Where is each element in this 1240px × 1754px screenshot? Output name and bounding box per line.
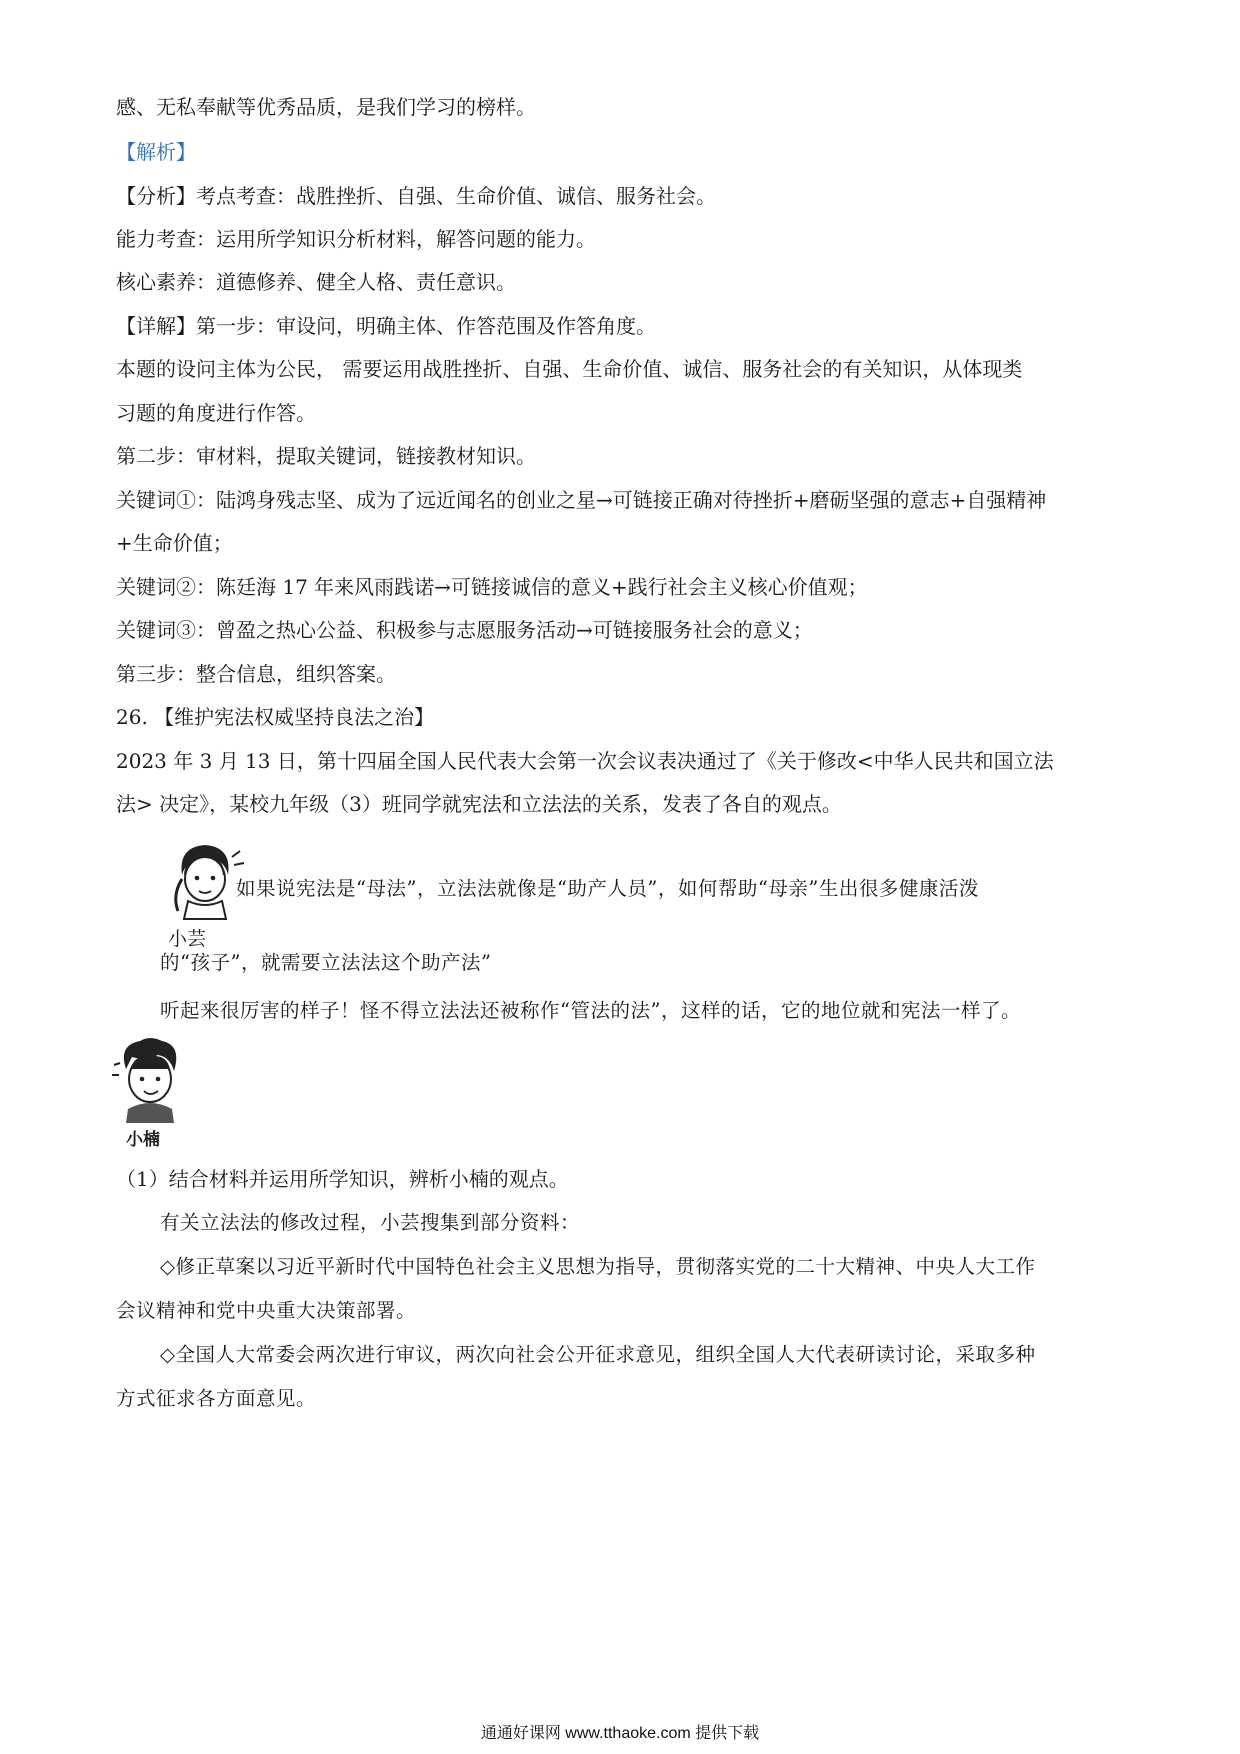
text-line: 关键词①：陆鸿身残志坚、成为了远近闻名的创业之星→可链接正确对待挫折+磨砺坚强的意志+自强精神: [116, 488, 1047, 512]
text-line: 方式征求各方面意见。: [116, 1387, 317, 1410]
girl-caption: 小芸: [168, 928, 207, 950]
speech-xiaoyun: 如果说宪法是“母法”，立法法就像是“助产人员”，如何帮助“母亲”生出很多健康活泼: [236, 877, 979, 900]
text-line: 第三步：整合信息，组织答案。: [116, 662, 396, 686]
text-line: ◇修正草案以习近平新时代中国特色社会主义思想为指导，贯彻落实党的二十大精神、中央人大工作: [160, 1255, 1036, 1278]
boy-illustration: [110, 1035, 190, 1123]
question-heading: 26. 【维护宪法权威坚持良法之治】: [116, 705, 435, 729]
text-line: 2023 年 3 月 13 日，第十四届全国人民代表大会第一次会议表决通过了《关于修改<中华人民共和国立法: [116, 749, 1054, 773]
text-line: 本题的设问主体为公民， 需要运用战胜挫折、自强、生命价值、诚信、服务社会的有关知识，从体现类: [116, 357, 1023, 381]
page-footer: 通通好课网 www.tthaoke.com 提供下载: [480, 1725, 760, 1742]
text-line: 会议精神和党中央重大决策部署。: [116, 1299, 417, 1322]
text-line: 关键词③：曾盈之热心公益、积极参与志愿服务活动→可链接服务社会的意义；: [116, 618, 813, 642]
text-line: 能力考查：运用所学知识分析材料，解答问题的能力。: [116, 227, 596, 251]
boy-caption: 小楠: [126, 1130, 160, 1150]
text-line: ◇全国人大常委会两次进行审议，两次向社会公开征求意见，组织全国人大代表研读讨论，采取多种: [160, 1343, 1036, 1366]
text-line: +生命价值；: [116, 531, 233, 555]
question-part-1: （1）结合材料并运用所学知识，辨析小楠的观点。: [116, 1167, 569, 1191]
text-line: 第二步：审材料，提取关键词，链接教材知识。: [116, 444, 536, 468]
text-line: 法> 决定》，某校九年级（3）班同学就宪法和立法法的关系，发表了各自的观点。: [116, 792, 842, 816]
text-line: 习题的角度进行作答。: [116, 401, 316, 425]
text-line: 感、无私奉献等优秀品质，是我们学习的榜样。: [116, 95, 536, 119]
speech-xiaoyun-cont: 的“孩子”，就需要立法法这个助产法”: [160, 951, 492, 974]
analysis-heading: 【解析】: [116, 140, 196, 164]
speech-xiaonan: 听起来很厉害的样子！怪不得立法法还被称作“管法的法”，这样的话，它的地位就和宪法一样了。: [160, 999, 1021, 1022]
text-line: 有关立法法的修改过程，小芸搜集到部分资料：: [160, 1211, 581, 1234]
text-line: 关键词②：陈廷海 17 年来风雨践诺→可链接诚信的意义+践行社会主义核心价值观；: [116, 575, 868, 599]
text-line: 核心素养：道德修养、健全人格、责任意识。: [116, 270, 516, 294]
boy-face-icon: [110, 1035, 190, 1123]
text-line: 【详解】第一步：审设问，明确主体、作答范围及作答角度。: [116, 314, 656, 338]
text-line: 【分析】考点考查：战胜挫折、自强、生命价值、诚信、服务社会。: [116, 184, 716, 208]
